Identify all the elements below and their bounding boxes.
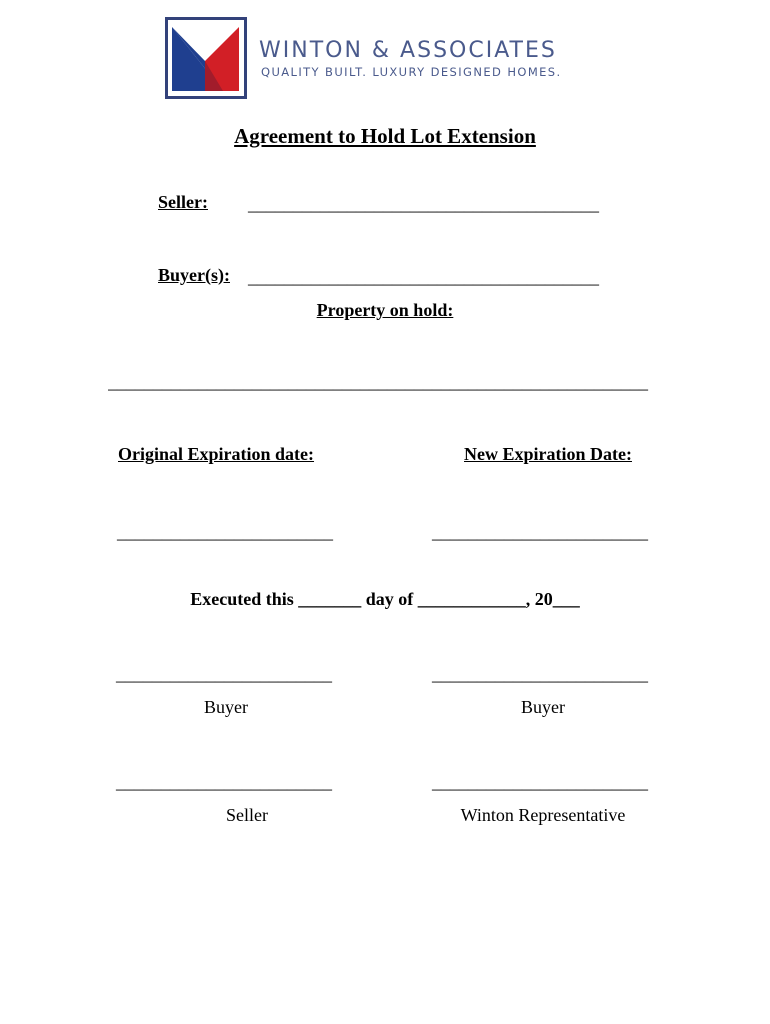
- signature-line-buyer-2[interactable]: ________________________: [432, 664, 648, 684]
- signature-caption-winton-rep: Winton Representative: [460, 805, 626, 825]
- signature-line-buyer-1[interactable]: ________________________: [116, 664, 332, 684]
- buyer-label: Buyer(s):: [158, 265, 230, 285]
- property-field[interactable]: ____________________________________________________________: [108, 372, 648, 392]
- new-expiration-field[interactable]: ________________________: [432, 522, 648, 542]
- signature-caption-buyer-1: Buyer: [204, 697, 248, 717]
- logo-mark-icon: [165, 17, 247, 99]
- signature-line-seller[interactable]: ________________________: [116, 772, 332, 792]
- original-expiration-label: Original Expiration date:: [118, 444, 315, 464]
- logo-company-name: WINTON & ASSOCIATES: [259, 38, 557, 63]
- signature-line-winton-rep[interactable]: ________________________: [432, 772, 648, 792]
- buyer-field[interactable]: _______________________________________: [248, 267, 599, 287]
- signature-caption-seller: Seller: [226, 805, 268, 825]
- new-expiration-label: New Expiration Date:: [464, 444, 632, 464]
- document-title: Agreement to Hold Lot Extension: [234, 124, 536, 148]
- seller-label: Seller:: [158, 192, 208, 212]
- executed-line[interactable]: Executed this _______ day of ____________, 20___: [190, 589, 580, 609]
- signature-caption-buyer-2: Buyer: [521, 697, 565, 717]
- original-expiration-field[interactable]: ________________________: [117, 522, 333, 542]
- logo-tagline: QUALITY BUILT. LUXURY DESIGNED HOMES.: [261, 65, 562, 79]
- company-logo: [157, 2, 585, 114]
- seller-field[interactable]: _______________________________________: [248, 194, 599, 214]
- property-label: Property on hold:: [316, 300, 454, 320]
